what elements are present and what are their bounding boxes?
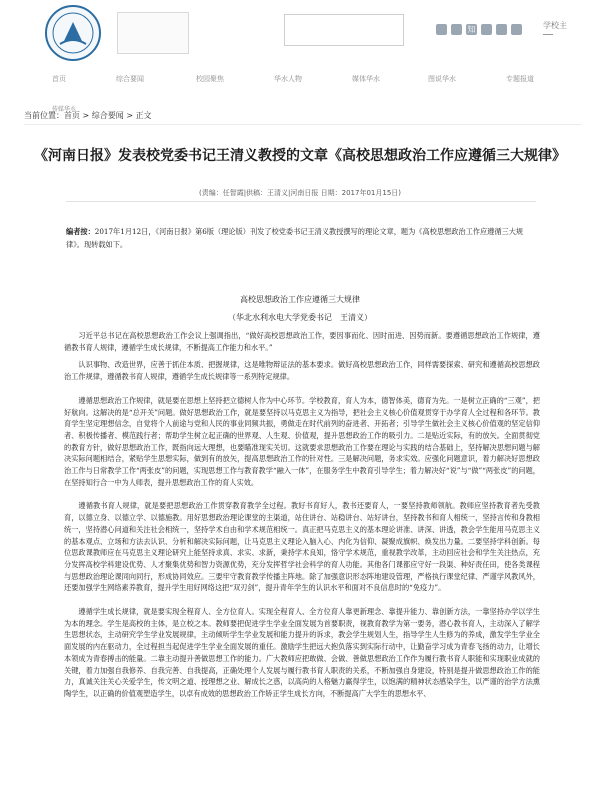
nav-item-news[interactable]: 综合要闻 bbox=[116, 75, 144, 83]
article-body bbox=[64, 330, 540, 706]
article-inner-title: 高校思想政治工作应遵循三大规律 bbox=[240, 295, 360, 304]
divider bbox=[24, 124, 582, 125]
breadcrumb[interactable]: 当前位置：首页 > 综合要闻 > 正文 bbox=[24, 111, 152, 120]
university-logo[interactable] bbox=[44, 4, 102, 62]
editor-note-text: 2017年1月12日，《河南日报》第6版（理论版）刊发了校党委书记王清义教授撰写的理论文章，题为《高校思想政治工作应遵循三大规律》。现转载如下。 bbox=[66, 227, 524, 249]
page-title: 《河南日报》发表校党委书记王清义教授的文章《高校思想政治工作应遵循三大规律》 bbox=[34, 148, 566, 164]
nav-item-people[interactable]: 华水人物 bbox=[274, 75, 302, 83]
site-header bbox=[0, 0, 600, 70]
article-paragraph: 习近平总书记在高校思想政治工作会议上强调指出，“做好高校思想政治工作，要因事而化、因时而进、因势而新。要遵循思想政治工作规律，遵循教书育人规律，遵循学生成长规律，不断提高工作能力和水平。” bbox=[64, 331, 540, 352]
article-meta: (责编：任智霞|供稿：王清义|河南日报 日期：2017年01月15日) bbox=[198, 189, 402, 197]
social-icon-bar bbox=[436, 24, 522, 35]
mobile-icon[interactable] bbox=[511, 24, 522, 35]
wechat-icon[interactable] bbox=[451, 24, 462, 35]
zhihu-icon[interactable]: 知 bbox=[467, 25, 476, 34]
article-paragraph: 遵循教书育人规律，就是要把思想政治工作贯穿教育教学全过程。教好书育好人，教书还要育人，一要坚持教师领航。教师应坚持教育者先受教育，以德立身、以德立学、以德施教。用好思想政治理论课堂的主渠道，站住讲台、站稳讲台、站好讲台，坚持教书和育人相统一，坚持言传和身教相统一，坚持潜心问道和关注社会相统一，坚持学术自由和学术规范相统一。真正把马克思主义的基本理论讲准、讲深、讲透，教会学生能用马克思主义的基本观点、立场和方法去认识、分析和解决实际问题，让马克思主义理论入脑入心、内化为信仰、凝聚成旗帜、焕发出力量。二要坚持学科创新。每位思政课教师应在马克思主义理论研究上能坚持求真、求实、求新，秉持学术良知，恪守学术规范，重视教学改革，主动回应社会和学生关注热点，充分发挥高校学科建设优势、人才聚集优势和智力资源优势，充分发挥哲学社会科学的育人功能。其他各门课都应守好一段渠、种好责任田，使各类课程与思想政治理论课同向同行，形成协同效应。三要牢守教育教学传播主阵地。除了加强意识形态阵地建设管理，严格执行课堂纪律、严谨学风教风外，还要加强学生网络素养教育，提升学生用好网络这把“双刃剑”，提升青年学生的认识水平和面对不良信息时的“免疫力”。 bbox=[64, 501, 540, 593]
search-input[interactable] bbox=[284, 14, 404, 46]
article-paragraph: 认识事物、改造世界，应善于抓住本质、把握规律，这是唯物辩证法的基本要求。做好高校思想政治工作，同样需要探索、研究和遵循高校思想政治工作规律，遵循教书育人规律，遵循学生成长规律等一系列特定规律。 bbox=[64, 360, 540, 382]
site-title-banner bbox=[117, 12, 189, 54]
nav-subitem-media[interactable]: 传媒华水 bbox=[52, 106, 77, 113]
article-paragraph: 遵循学生成长规律，就是要实现全程育人、全方位育人。实现全程育人、全方位育人靠更新理念、靠提升能力、靠创新方法，一靠坚持办学以学生为本的理念。学生是高校的主体，是立校之本。教师要把促进学生学业全面发展为首要职责，视教育教学为第一要务，潜心教书育人，主动深入了解学生思想状态，主动研究学生学业发展规律，主动倾听学生学业发展和能力提升的诉求，教会学生规划人生，指导学生人生修为的养成，激发学生学业全面发展的内在驱动力，全过程担当起促进学生学业全面发展的重任。激励学生把远大抱负落实到实际行动中，让勤奋学习成为青春飞扬的动力，让增长本领成为青春搏击的能量。二靠主动提升善做思想工作的能力。广大教师应把敢做、会做、善做思想政治工作作为履行教书育人职能和实现职业成就的关键，着力加强自我修养、自我完善、自我提高，正确处理个人发展与履行教书育人职责的关系，不断加强自身建设，特别是提升做思想政治工作的能力，真诚关注关心关爱学生，传文明之道、授理想之业、解成长之惑，以高尚的人格魅力赢得学生，以饱满的精神状态感染学生，以严谨的治学方法熏陶学生，以正确的价值观塑造学生，以卓有成效的思想政治工作矫正学生成长方向，不断提高广大学生的思想水平、 bbox=[64, 607, 540, 698]
school-home-link[interactable]: 学校主 bbox=[543, 21, 567, 30]
editor-note bbox=[66, 225, 538, 251]
video-icon[interactable] bbox=[481, 24, 492, 35]
school-link-underline bbox=[543, 34, 553, 35]
editor-note-label: 编者按： bbox=[66, 227, 95, 236]
nav-item-media[interactable]: 媒体华水 bbox=[352, 75, 380, 83]
divider bbox=[66, 201, 536, 202]
nav-item-topics[interactable]: 专题报道 bbox=[506, 75, 534, 83]
nav-item-home[interactable]: 首页 bbox=[52, 75, 66, 83]
app-icon[interactable] bbox=[496, 24, 507, 35]
article-inner-author: （华北水利水电大学党委书记 王清义） bbox=[228, 313, 372, 322]
nav-item-campus[interactable]: 校园聚焦 bbox=[196, 75, 224, 83]
article-paragraph: 遵循思想政治工作规律，就是要在思想上坚持把立德树人作为中心环节。学校教育，育人为本，德智体美，德育为先。一是树立正确的“三观”，把好航向。这解决的是“总开关”问题。做好思想政治工作，就是要坚持以马克思主义为指导，把社会主义核心价值观贯穿于办学育人全过程和各环节。教育学生坚定理想信念，自觉将个人前途与党和人民的事业同频共振，勇做走在时代前列的奋进者、开拓者；引导学生做社会主义核心价值观的坚定信仰者、积极传播者、模范践行者；帮助学生树立起正确的世界观、人生观、价值观，提升思想政治工作的吸引力。二是贴近实际，有的放矢。全面贯彻党的教育方针，做好思想政治工作，既指向远大理想，也要瞄准现实关切。这就要求思想政治工作要在理论与实践的结合基础上，坚持解决思想问题与解决实际问题相结合，紧贴学生思想实际，做到有的放矢，提高思想政治工作的针对性。三是解决问题，务求实效。应强化问题意识，着力解决好思想政治工作与日常教学工作“两张皮”的问题，实现思想工作与教育教学“融入一体”，在服务学生中教育引导学生；着力解决好“说”与“做”“两张皮”的问题，在坚持知行合一中为人师表，提升思想政治工作的育人实效。 bbox=[64, 395, 540, 487]
main-nav bbox=[0, 74, 600, 113]
nav-item-photos[interactable]: 图说华水 bbox=[428, 75, 456, 83]
weibo-icon[interactable] bbox=[436, 24, 447, 35]
